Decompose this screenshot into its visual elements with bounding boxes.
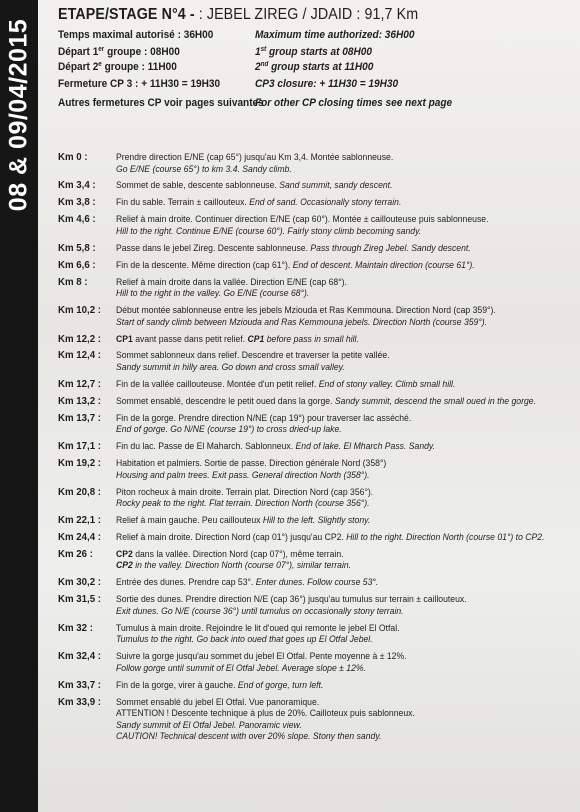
km-marker: Km 24,4 : — [58, 531, 101, 543]
entry-text: Piton rocheux à main droite. Terrain plat. Direction Nord (cap 356°). Rocky peak to the right. Flat terrain. Direction North (course 356°). — [116, 486, 374, 510]
group2-en: 2nd group starts at 11H00 — [255, 60, 374, 73]
km-marker: Km 20,8 : — [58, 486, 101, 498]
list-item — [58, 651, 570, 674]
km-marker: Km 3,4 : — [58, 180, 96, 192]
km-marker: Km 12,7 : — [58, 378, 101, 390]
km-marker: Km 30,2 : — [58, 577, 101, 589]
list-item — [58, 152, 570, 175]
entry-text: Sommet de sable, descente sablonneuse. Sand summit, sandy descent. — [116, 180, 393, 192]
list-item — [58, 396, 570, 408]
km-marker: Km 10,2 : — [58, 305, 101, 317]
entry-text: Sortie des dunes. Prendre direction N/E (cap 36°) jusqu'au tumulus sur terrain ± caillouteux. Exit dunes. Go N/E (course 36°) until tumulus on occasionally stony terrain. — [116, 594, 467, 617]
list-item — [58, 214, 570, 237]
other-cp-fr: Autres fermetures CP voir pages suivantes — [58, 96, 264, 109]
km-marker: Km 5,8 : — [58, 242, 96, 254]
entry-text: Fin de la descente. Même direction (cap 61°). End of descent. Maintain direction (course 61°). — [116, 259, 475, 271]
km-marker: Km 3,8 : — [58, 197, 96, 209]
header-row-group2 — [58, 60, 568, 74]
group1-en: 1st group starts at 08H00 — [255, 46, 372, 59]
km-marker: Km 22,1 : — [58, 515, 101, 526]
list-item — [58, 594, 570, 617]
cp3-closure-en: CP3 closure: + 11H30 = 19H30 — [255, 78, 399, 91]
list-item — [58, 623, 570, 646]
roadbook-entries — [58, 152, 570, 748]
list-item — [58, 197, 570, 209]
entry-text: Fin du lac. Passe de El Maharch. Sablonneux. End of lake. El Mharch Pass. Sandy. — [116, 441, 436, 453]
km-marker: Km 6,6 : — [58, 259, 96, 271]
cp2-label: CP2 — [116, 548, 133, 560]
stage-title-route: : JEBEL ZIREG / JDAID : 91,7 Km — [198, 6, 419, 23]
km-marker: Km 33,9 : — [58, 696, 101, 708]
cp1-label-en: CP1 — [247, 333, 265, 345]
km-marker: Km 26 : — [58, 548, 93, 560]
stage-title — [58, 6, 527, 24]
list-item — [58, 487, 570, 510]
list-item — [58, 441, 570, 453]
list-item — [58, 305, 570, 328]
km-marker: Km 12,2 : — [58, 333, 101, 345]
cp2-label-en: CP2 — [116, 560, 133, 572]
entry-text: Relief à main droite. Direction Nord (cap 01°) jusqu'au CP2. Hill to the right. Direction North (course 01°) to CP2. — [116, 531, 545, 543]
date-banner: 08 & 09/04/2015 — [4, 18, 33, 212]
group1-fr: Départ 1er groupe : 08H00 — [58, 46, 180, 59]
list-item — [58, 243, 570, 255]
cp3-closure-fr: Fermeture CP 3 : + 11H30 = 19H30 — [58, 78, 221, 91]
stage-header — [58, 4, 568, 110]
list-item — [58, 334, 570, 346]
entry-text: Relief à main droite. Continuer direction E/NE (cap 60°). Montée ± caillouteuse puis sablonneuse. Hill to the right. Continue E/NE (course 60°). Fairly stony climb becoming sandy. — [116, 214, 489, 237]
entry-text: Relief à main gauche. Peu caillouteux Hill to the left. Slightly stony. — [116, 515, 371, 526]
entry-text: Sommet sablonneux dans relief. Descendre et traverser la petite vallée. Sandy summit in hilly area. Go down and cross small valley. — [116, 350, 390, 373]
entry-text: Sommet ensablé du jebel El Otfal. Vue panoramique. ATTENTION ! Descente technique à plus de 20%. Cailloteux puis sablonneux. Sandy summit of El Otfal Jebel. Panoramic view. CAUTION! Technical descent with over 20% slope. Stony then sandy. — [116, 696, 415, 743]
list-item — [58, 379, 570, 391]
entry-text: Relief à main droite dans la vallée. Direction E/NE (cap 68°). Hill to the right in the valley. Go E/NE (course 68°). — [116, 276, 347, 300]
list-item — [58, 680, 570, 692]
list-item — [58, 277, 570, 300]
km-marker: Km 13,2 : — [58, 395, 101, 407]
km-marker: Km 17,1 : — [58, 441, 101, 453]
entry-text: Prendre direction E/NE (cap 65°) jusqu'au Km 3,4. Montée sablonneuse. Go E/NE (course 65°) to km 3.4. Sandy climb. — [116, 152, 394, 175]
header-row-group1 — [58, 45, 568, 59]
km-marker: Km 32 : — [58, 622, 93, 634]
group2-fr: Départ 2e groupe : 11H00 — [58, 60, 177, 73]
entry-text: Fin de la gorge. Prendre direction N/NE (cap 19°) pour traverser lac asséché. End of gorge. Go N/NE (course 19°) to cross dried-up lake. — [116, 412, 412, 436]
entry-text: CP1 avant passe dans petit relief. CP1 before pass in small hill. — [116, 333, 359, 345]
list-item — [58, 515, 570, 527]
entry-text: Suivre la gorge jusqu'au sommet du jebel El Otfal. Pente moyenne à ± 12%. Follow gorge until summit of El Otfal Jebel. Average slope ± 12%. — [116, 651, 407, 674]
max-time-fr: Temps maximal autorisé : 36H00 — [58, 29, 214, 41]
entry-text: Fin de la vallée caillouteuse. Montée d'un petit relief. End of stony valley. Climb small hill. — [116, 378, 456, 390]
entry-text: Fin du sable. Terrain ± caillouteux. End of sand. Occasionally stony terrain. — [116, 197, 402, 209]
km-marker: Km 19,2 : — [58, 458, 101, 470]
km-marker: Km 13,7 : — [58, 412, 101, 424]
other-cp-en: For other CP closing times see next page — [255, 96, 453, 109]
entry-text: Habitation et palmiers. Sortie de passe. Direction générale Nord (358°) Housing and palm trees. Exit pass. General direction North (358°). — [116, 458, 387, 481]
km-marker: Km 33,7 : — [58, 679, 101, 691]
list-item — [58, 549, 570, 572]
header-row-max-time — [58, 28, 568, 42]
km-marker: Km 4,6 : — [58, 214, 96, 226]
km-marker: Km 8 : — [58, 276, 88, 288]
list-item — [58, 532, 570, 544]
date-sidebar — [0, 0, 38, 812]
list-item — [58, 413, 570, 436]
entry-text: Fin de la gorge, virer à gauche. End of gorge, turn left. — [116, 679, 324, 691]
entry-text: Début montée sablonneuse entre les jebels Mziouda et Ras Kemmouna. Direction Nord (cap 359°). Start of sandy climb between Mziouda and Ras Kemmouna jebels. Direction North (course 359°). — [116, 305, 496, 328]
cp1-label: CP1 — [116, 333, 133, 345]
list-item — [58, 458, 570, 481]
list-item — [58, 577, 570, 589]
list-item — [58, 350, 570, 373]
list-item — [58, 180, 570, 192]
km-marker: Km 32,4 : — [58, 651, 101, 663]
km-marker: Km 12,4 : — [58, 350, 101, 362]
entry-text: Passe dans le jebel Zireg. Descente sablonneuse. Pass through Zireg Jebel. Sandy descent. — [116, 242, 471, 254]
stage-title-prefix: ETAPE/STAGE N°4 - — [58, 6, 199, 23]
list-item — [58, 697, 570, 743]
entry-text: CP2 dans la vallée. Direction Nord (cap 07°), même terrain. CP2 in the valley. Direction North (course 07°), similar terrain. — [116, 548, 352, 572]
km-marker: Km 31,5 : — [58, 594, 101, 606]
header-row-cp3 — [58, 77, 568, 91]
entry-text: Sommet ensablé, descendre le petit oued dans la gorge. Sandy summit, descend the small oued in the gorge. — [116, 395, 536, 407]
list-item — [58, 260, 570, 272]
max-time-en: Maximum time authorized: 36H00 — [255, 29, 415, 41]
entry-text: Entrée des dunes. Prendre cap 53°. Enter dunes. Follow course 53°. — [116, 577, 379, 589]
header-row-other-cp — [58, 96, 568, 110]
km-marker: Km 0 : — [58, 152, 88, 163]
entry-text: Tumulus à main droite. Rejoindre le lit d'oued qui remonte le jebel El Otfal. Tumulus to the right. Go back into oued that goes up El Otfal Jebel. — [116, 622, 400, 646]
